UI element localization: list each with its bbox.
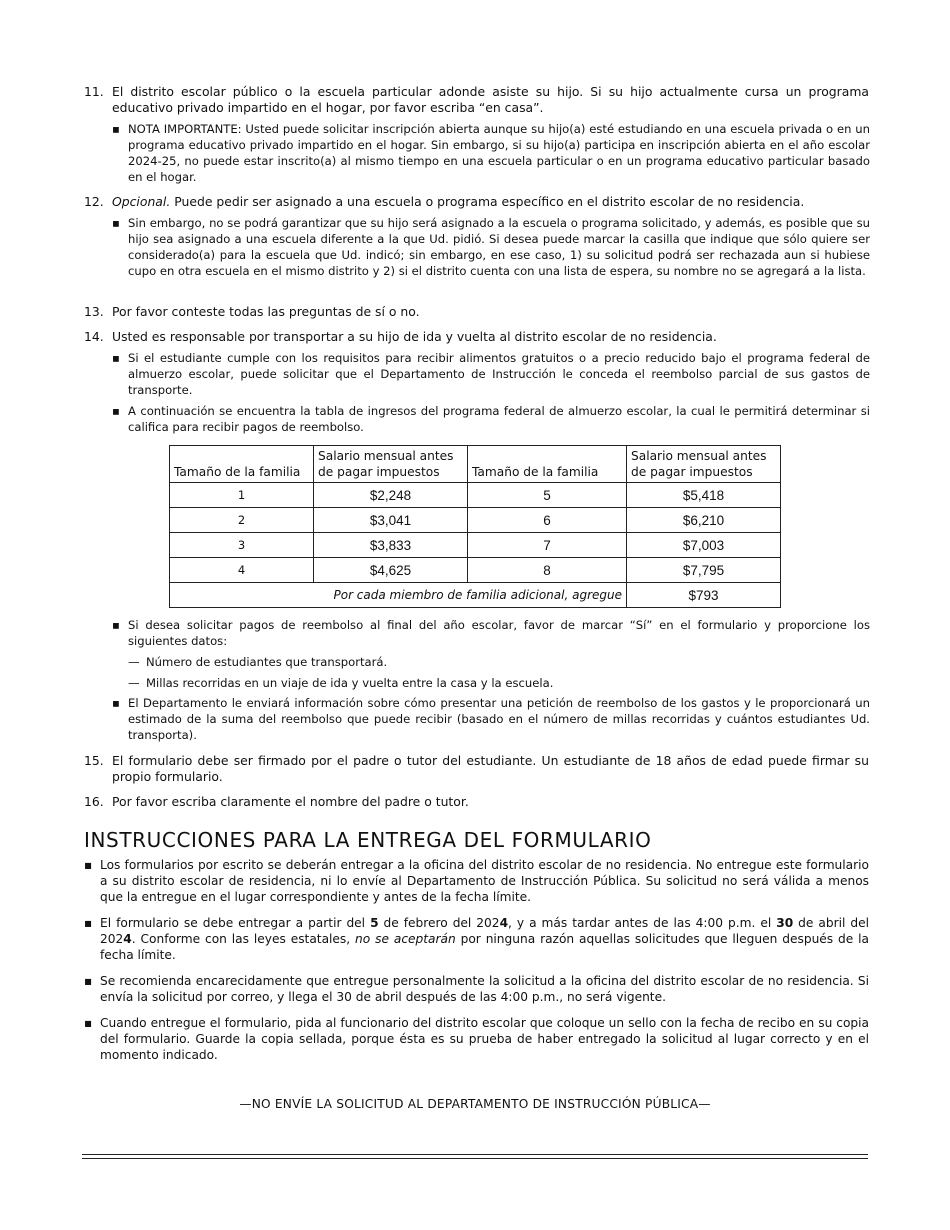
bullet-square-icon: ▪: [112, 122, 120, 136]
bullet-reimbursement: [112, 350, 870, 398]
footer-divider: [82, 1154, 868, 1155]
header-monthly-salary: Salario mensual antes de pagar impuestos: [627, 446, 781, 483]
delivery-bullet-2: [84, 915, 869, 963]
start-year-digit: 4: [499, 916, 509, 930]
table-footer-row: [170, 583, 781, 608]
table-row: [170, 533, 781, 558]
instruction-14: [84, 329, 869, 345]
table-header-row: [170, 446, 781, 483]
instruction-13: [84, 304, 869, 320]
table-row: [170, 483, 781, 508]
item-number: 12.: [84, 194, 104, 209]
bullet-text: El formulario se debe entregar a partir del 5 de febrero del 2024, y a más tardar antes de las 4:00 p.m. el 30 de abril del 2024. Conforme con las leyes estatales, no se aceptarán por ninguna razón aquellas solicitudes que lleguen después de la fecha límite.: [100, 916, 870, 962]
start-day: 5: [370, 916, 379, 930]
dash-text: Número de estudiantes que transportará.: [146, 655, 388, 669]
instruction-15: [84, 753, 869, 785]
section-title: INSTRUCCIONES PARA LA ENTREGA DEL FORMULARIO: [84, 828, 652, 852]
delivery-bullet-3: [84, 973, 869, 1005]
bullet-square-icon: ▪: [112, 618, 120, 632]
bullet-square-icon: ▪: [84, 974, 93, 988]
item-text: Por favor escriba claramente el nombre del padre o tutor.: [112, 794, 469, 809]
additional-member-value: $793: [627, 583, 781, 608]
item-text: Opcional. Puede pedir ser asignado a una escuela o programa específico en el distrito escolar de no residencia.: [112, 194, 805, 209]
bullet-square-icon: ▪: [112, 696, 120, 710]
deadline-day: 30: [776, 916, 794, 930]
bullet-square-icon: ▪: [84, 916, 93, 930]
header-family-size: Tamaño de la familia: [468, 446, 627, 483]
bullet-text: Si desea solicitar pagos de reembolso al final del año escolar, favor de marcar “Sí” en el formulario y proporcione los siguientes datos:: [128, 618, 870, 648]
bullet-square-icon: ▪: [84, 858, 93, 872]
family-size-cell: 4: [170, 558, 314, 583]
item-number: 14.: [84, 329, 104, 344]
family-size-cell: 5: [468, 483, 627, 508]
header-monthly-salary: Salario mensual antes de pagar impuestos: [314, 446, 468, 483]
item-number: 11.: [84, 84, 104, 99]
additional-member-label: Por cada miembro de familia adicional, agregue: [170, 583, 627, 608]
bullet-square-icon: ▪: [84, 1016, 93, 1030]
instruction-16: [84, 794, 869, 810]
table-row: [170, 508, 781, 533]
bullet-square-icon: ▪: [112, 351, 120, 365]
bullet-income-table-intro: [112, 403, 870, 435]
footer-divider: [82, 1158, 868, 1159]
bullet-important-note: [112, 121, 870, 185]
delivery-bullet-1: [84, 857, 869, 905]
table-row: [170, 558, 781, 583]
bullet-text: NOTA IMPORTANTE: Usted puede solicitar inscripción abierta aunque su hijo(a) esté estudiando en una escuela privada o en un programa educativo privado impartido en el hogar. Sin embargo, si su hijo(a) participa en inscripción abierta en el año escolar 2024-25, no puede estar inscrito(a) al mismo tiempo en una escuela particular o en un programa educativo particular basado en el hogar.: [128, 122, 870, 184]
salary-cell: $3,833: [314, 533, 468, 558]
family-size-cell: 7: [468, 533, 627, 558]
salary-cell: $7,003: [627, 533, 781, 558]
salary-cell: $3,041: [314, 508, 468, 533]
not-accepted-emphasis: no se aceptarán: [355, 932, 456, 946]
optional-label: Opcional.: [112, 194, 171, 209]
item-text: Usted es responsable por transportar a su hijo de ida y vuelta al distrito escolar de no residencia.: [112, 329, 717, 344]
bullet-text: El Departamento le enviará información sobre cómo presentar una petición de reembolso de los gastos y le proporcionará un estimado de la suma del reembolso que puede recibir (basado en el número de millas recorridas y cuántos estudiantes Ud. transporta).: [128, 696, 870, 742]
bullet-square-icon: ▪: [112, 404, 120, 418]
bullet-text: Cuando entregue el formulario, pida al funcionario del distrito escolar que coloque un sello con la fecha de recibo en su copia del formulario. Guarde la copia sellada, porque ésta es su prueba de haber entregado la solicitud al lugar correcto y en el momento indicado.: [100, 1016, 869, 1062]
bullet-text: A continuación se encuentra la tabla de ingresos del programa federal de almuerzo escolar, la cual le permitirá determinar si califica para recibir pagos de reembolso.: [128, 404, 870, 434]
family-size-cell: 2: [170, 508, 314, 533]
bullet-square-icon: ▪: [112, 216, 120, 230]
instruction-12: [84, 194, 869, 210]
header-family-size: Tamaño de la familia: [170, 446, 314, 483]
item-number: 16.: [84, 794, 104, 809]
dash-text: Millas recorridas en un viaje de ida y vuelta entre la casa y la escuela.: [146, 676, 554, 690]
item-text: El formulario debe ser firmado por el padre o tutor del estudiante. Un estudiante de 18 años de edad puede firmar su propio formulario.: [112, 753, 869, 784]
family-size-cell: 1: [170, 483, 314, 508]
item-number: 13.: [84, 304, 104, 319]
dash-item-miles: [128, 675, 868, 691]
salary-cell: $4,625: [314, 558, 468, 583]
delivery-bullet-4: [84, 1015, 869, 1063]
bullet-text: Se recomienda encarecidamente que entregue personalmente la solicitud a la oficina del distrito escolar de no residencia. Si envía la solicitud por correo, y llega el 30 de abril después de las 4:00 p.m., no será vigente.: [100, 974, 869, 1004]
bullet-request-reimbursement: [112, 617, 870, 649]
do-not-send-note: —NO ENVÍE LA SOLICITUD AL DEPARTAMENTO DE INSTRUCCIÓN PÚBLICA—: [239, 1097, 711, 1111]
income-table: [169, 445, 781, 608]
deadline-year-digit: 4: [123, 932, 132, 946]
item-number: 15.: [84, 753, 104, 768]
salary-cell: $7,795: [627, 558, 781, 583]
bullet-school-assignment: [112, 215, 870, 279]
dash-item-students: [128, 654, 868, 670]
dash-mark: —: [128, 655, 140, 669]
bullet-department-info: [112, 695, 870, 743]
salary-cell: $2,248: [314, 483, 468, 508]
instruction-11: [84, 84, 869, 116]
bullet-text: Sin embargo, no se podrá garantizar que su hijo será asignado a la escuela o programa solicitado, y además, es posible que su hijo sea asignado a una escuela diferente a la que Ud. pidió. Si desea puede marcar la casilla que indique que sólo quiere ser considerado(a) para la escuela que Ud. indicó; sin embargo, en ese caso, 1) su solicitud podrá ser rechazada aun si hubiese cupo en otra escuela en el mismo distrito y 2) si el distrito cuenta con una lista de espera, su nombre no se agregará a la lista.: [128, 216, 870, 278]
bullet-text: Si el estudiante cumple con los requisitos para recibir alimentos gratuitos o a precio reducido bajo el programa federal de almuerzo escolar, puede solicitar que el Departamento de Instrucción le conceda el reembolso parcial de sus gastos de transporte.: [128, 351, 870, 397]
salary-cell: $6,210: [627, 508, 781, 533]
item-text: Por favor conteste todas las preguntas de sí o no.: [112, 304, 420, 319]
family-size-cell: 6: [468, 508, 627, 533]
family-size-cell: 3: [170, 533, 314, 558]
salary-cell: $5,418: [627, 483, 781, 508]
bullet-text: Los formularios por escrito se deberán entregar a la oficina del distrito escolar de no residencia. No entregue este formulario a su distrito escolar de residencia, ni lo envíe al Departamento de Instrucción Pública. Su solicitud no será válida a menos que la entregue en el lugar correspondiente y antes de la fecha límite.: [100, 858, 869, 904]
dash-mark: —: [128, 676, 140, 690]
item-text: El distrito escolar público o la escuela particular adonde asiste su hijo. Si su hijo actualmente cursa un programa educativo privado impartido en el hogar, por favor escriba “en casa”.: [112, 84, 869, 115]
family-size-cell: 8: [468, 558, 627, 583]
